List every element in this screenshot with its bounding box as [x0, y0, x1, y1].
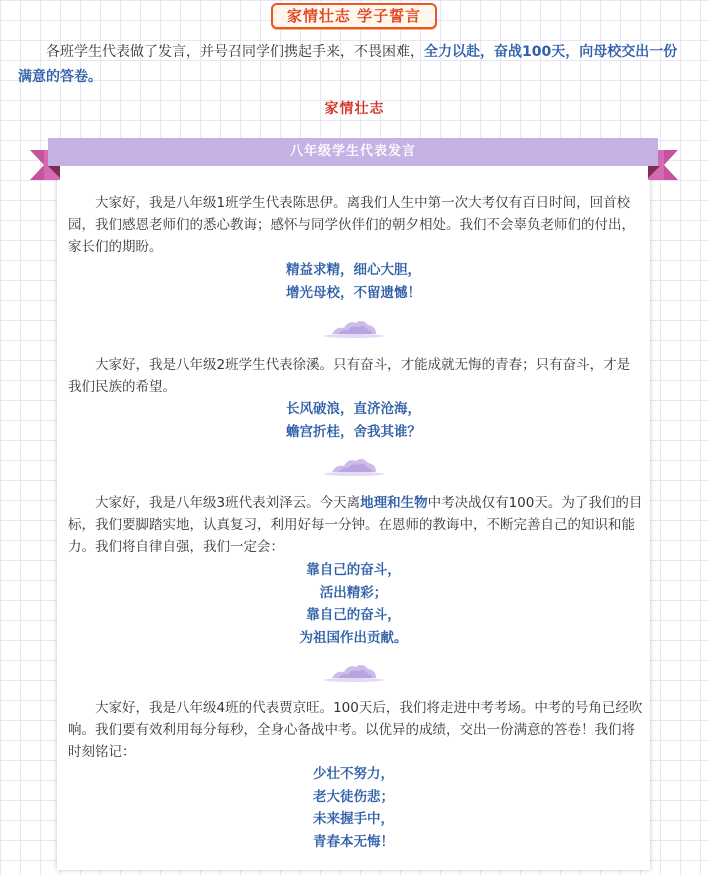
- slogan-line: 蟾宫折桂，舍我其谁？: [286, 423, 421, 440]
- speech-3-text-before: 大家好，我是八年级3班代表刘泽云。今天离: [95, 495, 361, 511]
- slogan-line: 为祖国作出贡献。: [299, 629, 408, 646]
- slogan-line: 少壮不努力，: [313, 766, 394, 782]
- slogan-line: 增光母校，不留遗憾！: [286, 284, 421, 301]
- speech-1-slogans: [57, 259, 650, 304]
- intro-highlight: 全力以赴，奋战100天，向母校交出一份满意的答卷。: [18, 44, 678, 85]
- title-badge: 家情壮志 学子誓言: [271, 3, 437, 29]
- ribbon-right-tail: [664, 150, 678, 180]
- speech-4-slogans: [57, 763, 650, 853]
- speech-2-text: 大家好，我是八年级2班学生代表徐溪。只有奋斗，才能成就无悔的青春；只有奋斗，才是我们民族的希望。: [68, 357, 631, 395]
- slogan-line: 青春本无悔！: [313, 833, 394, 850]
- slogan-line: 精益求精，细心大胆，: [286, 262, 421, 278]
- slogan-line: 老大徒伤悲；: [313, 788, 394, 805]
- cloud-divider-icon: [322, 314, 386, 340]
- speech-3-text-highlight: 地理和生物: [360, 495, 428, 511]
- speech-3-text: [68, 492, 643, 558]
- intro-paragraph: [18, 40, 690, 90]
- intro-text: 各班学生代表做了发言，并号召同学们携起手来，不畏困难，: [46, 44, 424, 60]
- ribbon-left-fold: [48, 166, 60, 178]
- speech-2-slogans: [57, 398, 650, 443]
- slogan-line: 靠自己的奋斗，: [306, 562, 401, 578]
- slogan-line: 长风破浪，直济沧海，: [286, 401, 421, 417]
- speech-4-text: 大家好，我是八年级4班的代表贾京旺。100天后，我们将走进中考考场。中考的号角已经吹响。我们要有效利用每分每秒，全身心备战中考。以优异的成绩，交出一份满意的答卷！我们将时刻铭记：: [68, 700, 643, 760]
- cloud-divider-icon: [322, 452, 386, 478]
- slogan-line: 活出精彩；: [319, 584, 388, 601]
- speech-1-text: 大家好，我是八年级1班学生代表陈思伊。离我们人生中第一次大考仅有百日时间，回首校园，我们感恩老师们的悉心教诲；感怀与同学伙伴们的朝夕相处。我们不会辜负老师们的付出，家长们的期盼。: [68, 195, 635, 255]
- ribbon-right-fold: [648, 166, 660, 178]
- banner-title: 八年级学生代表发言: [48, 138, 658, 166]
- speech-3-slogans: [57, 559, 650, 649]
- slogan-line: 未来握手中，: [313, 811, 394, 827]
- ribbon-left-tail: [30, 150, 44, 180]
- slogan-line: 靠自己的奋斗，: [306, 607, 401, 623]
- speech-3-text-after: 中考决战仅有100天。为了我们的目标，我们要脚踏实地，认真复习，利用好每一分钟。在恩师的教诲中，不断完善自己的知识和能力。我们将自律自强，我们一定会：: [68, 495, 643, 555]
- cloud-divider-icon: [322, 658, 386, 684]
- section-heading: 家情壮志: [324, 101, 385, 117]
